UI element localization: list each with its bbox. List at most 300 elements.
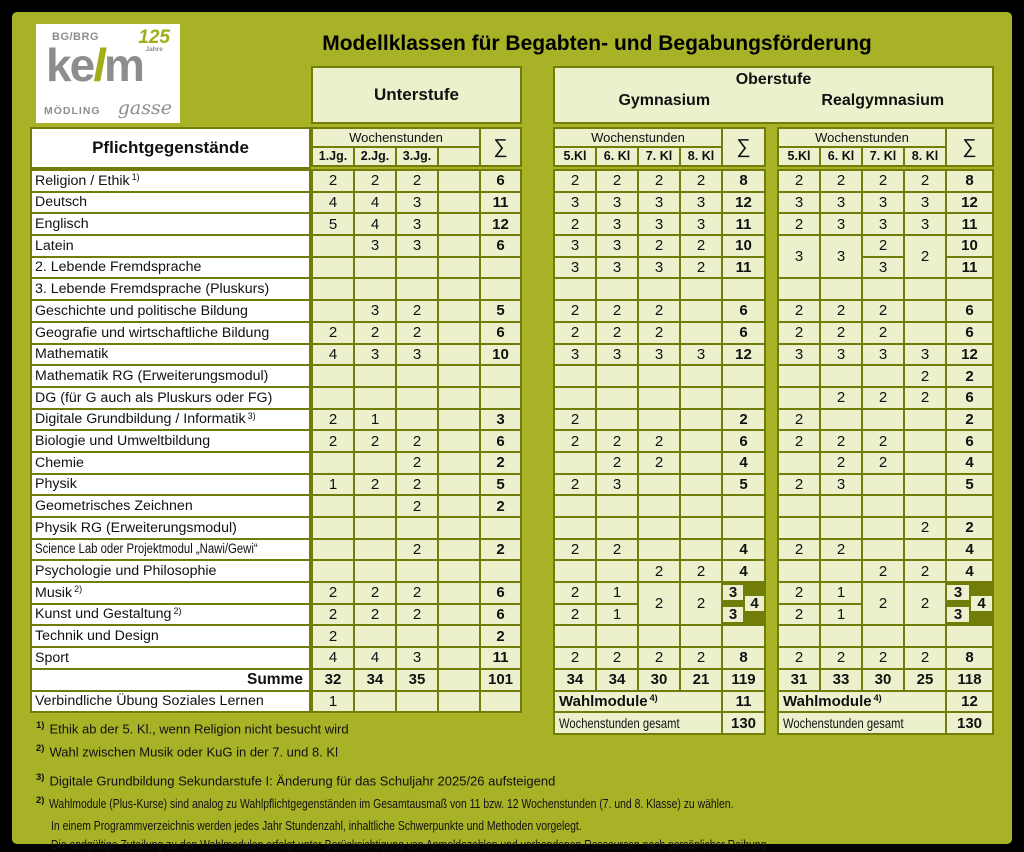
table-cell: 3 [947,585,969,600]
table-cell: 2 [397,171,437,191]
page-background [12,12,1012,852]
table-cell: 10 [947,236,992,256]
table-cell: 2 [597,301,637,321]
table-cell [821,518,861,538]
table-cell [439,605,479,625]
table-cell [863,540,903,560]
table-cell: 2 [555,431,595,451]
table-cell [555,388,595,408]
table-cell [863,496,903,516]
table-cell: 6 [723,323,764,343]
wochenstunden-label: Wochenstunden [555,129,721,146]
table-cell [639,279,679,299]
table-cell [863,366,903,386]
table-cell: 32 [313,670,353,690]
table-cell: 8 [723,648,764,668]
table-cell [439,345,479,365]
table-cell [639,410,679,430]
table-cell: 6 [481,605,520,625]
table-cell: 2 [905,171,945,191]
table-cell: 2 [313,323,353,343]
subject-cell: Physik [32,475,309,495]
table-cell: 6 [481,323,520,343]
unterstufe-subheader [311,127,522,167]
table-cell [439,236,479,256]
subject-cell: Technik und Design [32,626,309,646]
table-cell [779,626,819,646]
table-cell [597,410,637,430]
table-cell: 8 [947,648,992,668]
table-cell [355,518,395,538]
table-cell [681,518,721,538]
table-cell: 1 [313,692,353,712]
header-oberstufe [553,66,994,124]
table-cell: 2 [681,236,721,256]
table-cell: 2 [639,236,679,256]
table-cell: 2 [313,431,353,451]
table-cell [863,518,903,538]
table-cell: 2 [863,431,903,451]
table-cell: 3 [947,607,969,622]
table-cell: 2 [597,648,637,668]
table-cell: 2 [905,366,945,386]
table-cell [821,626,861,646]
table-cell [439,670,479,690]
table-cell: 2 [555,475,595,495]
subject-cell: Geografie und wirtschaftliche Bildung [32,323,309,343]
table-cell [723,366,764,386]
table-cell: 4 [723,453,764,473]
table-cell [397,561,437,581]
table-cell: 1 [821,583,861,603]
table-cell: 2 [555,301,595,321]
table-cell [905,475,945,495]
subject-cell: Physik RG (Erweiterungsmodul) [32,518,309,538]
table-cell: 3 [681,193,721,213]
gesamt-label: Wochenstunden gesamt [779,713,945,733]
class-column-label: 5.Kl [779,148,819,165]
table-cell: 118 [947,670,992,690]
table-cell: 4 [971,596,992,611]
table-cell: 34 [555,670,595,690]
table-cell [779,518,819,538]
subject-cell: Psychologie und Philosophie [32,561,309,581]
table-cell [905,323,945,343]
table-cell: 3 [821,214,861,234]
table-cell: 2 [779,540,819,560]
table-cell: 4 [355,193,395,213]
subject-cell: Mathematik [32,345,309,365]
table-cell: 1 [597,583,637,603]
table-cell: 2 [821,171,861,191]
wochenstunden-label: Wochenstunden [779,129,945,146]
table-cell: 10 [481,345,520,365]
table-cell [439,561,479,581]
table-cell: 4 [947,561,992,581]
table-cell: 2 [947,518,992,538]
footnote-2: $^{2)}$ Wahl zwischen Musik oder KuG in der 7. und 8. Kl [36,743,338,760]
table-cell [639,626,679,646]
subject-cell: Latein [32,236,309,256]
table-cell: 33 [821,670,861,690]
subject-cell: Science Lab oder Projektmodul „Nawi/Gewi“ [32,540,309,560]
table-cell: 2 [863,561,903,581]
table-cell: 1 [597,605,637,625]
table-cell: 2 [681,171,721,191]
table-cell: 3 [555,236,595,256]
table-cell [355,626,395,646]
table-cell: 11 [947,258,992,278]
table-cell: 4 [723,540,764,560]
table-cell: 2 [779,648,819,668]
table-cell: 3 [597,193,637,213]
class-column-label: 6. Kl [597,148,637,165]
table-cell: 2 [555,323,595,343]
table-cell [639,475,679,495]
table-cell: 6 [947,323,992,343]
sigma-label: ∑ [481,129,520,165]
table-cell: 35 [397,670,437,690]
table-cell: 2 [821,388,861,408]
unterstufe-table [311,169,522,713]
table-cell: 2 [313,605,353,625]
table-cell: 3 [639,214,679,234]
table-cell: 2 [681,648,721,668]
table-cell: 2 [821,453,861,473]
table-cell: 6 [481,171,520,191]
table-cell: 2 [397,496,437,516]
table-cell: 3 [481,410,520,430]
table-cell: 101 [481,670,520,690]
table-cell [863,410,903,430]
table-cell: 3 [597,475,637,495]
table-cell: 1 [821,605,861,625]
table-cell [439,171,479,191]
table-cell: 2 [597,431,637,451]
table-cell: 3 [555,258,595,278]
table-cell [779,453,819,473]
table-cell [313,496,353,516]
subject-cell: Musik $^{2)}$ [32,583,309,603]
table-cell: 2 [313,410,353,430]
table-cell [313,258,353,278]
table-cell: 2 [779,583,819,603]
table-cell: 3 [821,345,861,365]
table-cell [681,410,721,430]
table-cell: 2 [863,583,903,624]
table-cell: 2 [723,410,764,430]
table-cell: 3 [639,345,679,365]
footnote-4-line2: In einem Programmverzeichnis werden jedes Jahr Stundenzahl, inhaltliche Schwerpunkte und Methoden vorgelegt. [51,818,582,834]
subject-cell: Englisch [32,214,309,234]
table-cell: 4 [947,453,992,473]
table-cell [481,366,520,386]
table-cell [947,496,992,516]
table-cell [439,540,479,560]
table-cell: 2 [397,431,437,451]
table-cell [439,214,479,234]
table-cell: 2 [555,648,595,668]
wochenstunden-label: Wochenstunden [313,129,479,146]
realgymnasium-subheader [777,127,994,167]
table-cell: 2 [863,236,903,256]
table-cell: 3 [723,607,743,622]
table-cell: 2 [779,605,819,625]
table-cell [723,388,764,408]
school-logo [36,24,180,123]
table-cell: 2 [597,171,637,191]
table-cell [481,258,520,278]
table-cell: 5 [947,475,992,495]
table-cell: 2 [355,475,395,495]
table-cell [313,518,353,538]
table-cell: 2 [905,388,945,408]
table-cell [555,366,595,386]
sigma-label: ∑ [947,129,992,165]
table-cell: 6 [481,431,520,451]
table-cell [821,561,861,581]
table-cell: 21 [681,670,721,690]
table-cell: 2 [821,540,861,560]
table-cell: 2 [821,431,861,451]
table-cell: 2 [779,171,819,191]
table-cell: 2 [555,214,595,234]
table-cell: 31 [779,670,819,690]
table-cell: 130 [723,713,764,733]
table-cell [723,626,764,646]
table-cell: 2 [779,323,819,343]
table-cell: 6 [947,431,992,451]
table-cell [313,236,353,256]
subject-cell: Mathematik RG (Erweiterungsmodul) [32,366,309,386]
table-cell: 3 [863,258,903,278]
class-column-label: 7. Kl [639,148,679,165]
table-cell [863,279,903,299]
table-cell: 11 [723,258,764,278]
table-cell: 2 [597,453,637,473]
table-cell [597,388,637,408]
table-cell: 2 [397,301,437,321]
table-cell [947,583,992,624]
table-cell [779,496,819,516]
logo-school-name: kelm [46,39,143,91]
footnote-1: $^{1)}$ Ethik ab der 5. Kl., wenn Religion nicht besucht wird [36,720,349,737]
table-cell: 4 [355,648,395,668]
sigma-label: ∑ [723,129,764,165]
table-cell: 2 [313,171,353,191]
table-cell [313,366,353,386]
gymnasium-subheader [553,127,766,167]
table-cell [639,496,679,516]
table-cell [779,561,819,581]
table-cell [597,626,637,646]
table-cell [397,626,437,646]
table-cell [439,388,479,408]
class-column-label: 1.Jg. [313,148,353,165]
table-cell [355,366,395,386]
table-cell [905,540,945,560]
footnote-4-line3: Die endgültige Zuteilung zu den Wahlmodulen erfolgt unter Berücksichtigung von Anmeldezahlen und vorhandenen Ressourcen nach persönlicher Reihung. [51,837,770,852]
table-cell: 11 [481,648,520,668]
table-cell: 6 [947,301,992,321]
table-cell [439,648,479,668]
table-cell [439,453,479,473]
table-cell [905,431,945,451]
table-cell [397,258,437,278]
table-cell [313,388,353,408]
table-cell: 2 [313,583,353,603]
table-cell: 30 [639,670,679,690]
table-cell: 2 [639,301,679,321]
table-cell [355,540,395,560]
table-cell: 2 [863,648,903,668]
table-cell: 3 [555,345,595,365]
table-cell: 3 [597,258,637,278]
table-cell [681,301,721,321]
table-cell: 3 [397,345,437,365]
class-column-label: 8. Kl [905,148,945,165]
subject-cell: 2. Lebende Fremdsprache [32,258,309,278]
table-cell: 1 [313,475,353,495]
table-cell: 5 [723,475,764,495]
table-cell: 4 [355,214,395,234]
table-cell [439,692,479,712]
table-cell [681,366,721,386]
table-cell: 2 [397,475,437,495]
logo-school-type: BG/BRG [52,31,99,43]
table-cell: 2 [481,496,520,516]
table-cell: 2 [639,648,679,668]
table-cell [821,279,861,299]
header-unterstufe: Unterstufe [311,66,522,124]
subject-cell: DG (für G auch als Pluskurs oder FG) [32,388,309,408]
table-cell: 3 [779,193,819,213]
logo-street: gasse [117,97,172,119]
table-cell [439,583,479,603]
table-cell [439,475,479,495]
table-cell [863,626,903,646]
table-cell: 2 [481,540,520,560]
table-cell: 2 [905,236,945,277]
gymnasium-table [553,169,766,735]
table-cell: 2 [905,583,945,624]
table-cell [481,279,520,299]
logo-city: MÖDLING [44,105,101,117]
table-cell [947,279,992,299]
table-cell: 3 [639,193,679,213]
table-cell: 2 [779,301,819,321]
table-cell [723,496,764,516]
subjects-column [30,169,311,713]
table-cell: 2 [639,453,679,473]
class-column-label [439,148,479,165]
table-cell: 2 [863,171,903,191]
table-cell: 2 [397,323,437,343]
table-cell [397,518,437,538]
table-cell: 2 [555,583,595,603]
table-cell: 12 [723,193,764,213]
table-cell [597,518,637,538]
table-cell [597,561,637,581]
table-cell: 4 [745,596,764,611]
table-cell [313,301,353,321]
table-cell [439,258,479,278]
table-cell [439,366,479,386]
header-gymnasium: Gymnasium [618,92,711,109]
table-cell [905,453,945,473]
table-cell: 2 [597,540,637,560]
table-cell [681,626,721,646]
table-cell: 8 [947,171,992,191]
table-cell: 2 [639,561,679,581]
table-cell: 34 [355,670,395,690]
subject-cell: Geometrisches Zeichnen [32,496,309,516]
class-column-label: 3.Jg. [397,148,437,165]
table-cell: 3 [355,301,395,321]
table-cell: 11 [947,214,992,234]
table-cell [355,561,395,581]
table-cell: 2 [681,583,721,624]
table-cell: 3 [779,345,819,365]
table-cell: 3 [821,475,861,495]
table-cell: 3 [779,236,819,277]
table-cell: 2 [905,518,945,538]
subject-cell: Religion / Ethik $^{1)}$ [32,171,309,191]
table-cell [439,626,479,646]
footnotes [36,720,992,852]
table-cell [397,692,437,712]
table-cell: 2 [639,583,679,624]
table-cell [905,301,945,321]
table-cell [313,279,353,299]
table-cell: 2 [681,258,721,278]
table-cell: 2 [863,301,903,321]
table-cell [355,279,395,299]
table-cell [439,301,479,321]
table-cell: 8 [723,171,764,191]
table-cell: 3 [821,236,861,277]
table-cell: 2 [863,453,903,473]
table-cell: 3 [597,345,637,365]
table-cell: 2 [481,453,520,473]
table-cell [555,279,595,299]
realgymnasium-table [777,169,994,735]
table-cell: 3 [905,214,945,234]
table-cell: 130 [947,713,992,733]
table-cell [681,475,721,495]
table-cell [481,692,520,712]
table-cell [723,583,764,624]
footnote-4: $^{2)}$ Wahlmodule (Plus-Kurse) sind analog zu Wahlpflichtgegenständen im Gesamtausmaß von 11 bzw. 12 Wochenstunden (7. und 8. Klasse) zu wählen. [36,794,734,812]
table-cell [681,388,721,408]
table-cell: 2 [821,323,861,343]
subject-cell: Chemie [32,453,309,473]
table-cell: 2 [397,453,437,473]
table-cell [863,475,903,495]
table-cell: 5 [313,214,353,234]
table-cell: 2 [555,540,595,560]
table-cell: 2 [397,583,437,603]
wahlmodule-label: Wahlmodule 4) [779,692,945,712]
table-cell [481,388,520,408]
table-cell [597,279,637,299]
gesamt-label: Wochenstunden gesamt [555,713,721,733]
table-cell: 2 [355,171,395,191]
table-cell [555,626,595,646]
table-cell: 2 [863,323,903,343]
table-cell [597,496,637,516]
table-cell: 6 [481,236,520,256]
